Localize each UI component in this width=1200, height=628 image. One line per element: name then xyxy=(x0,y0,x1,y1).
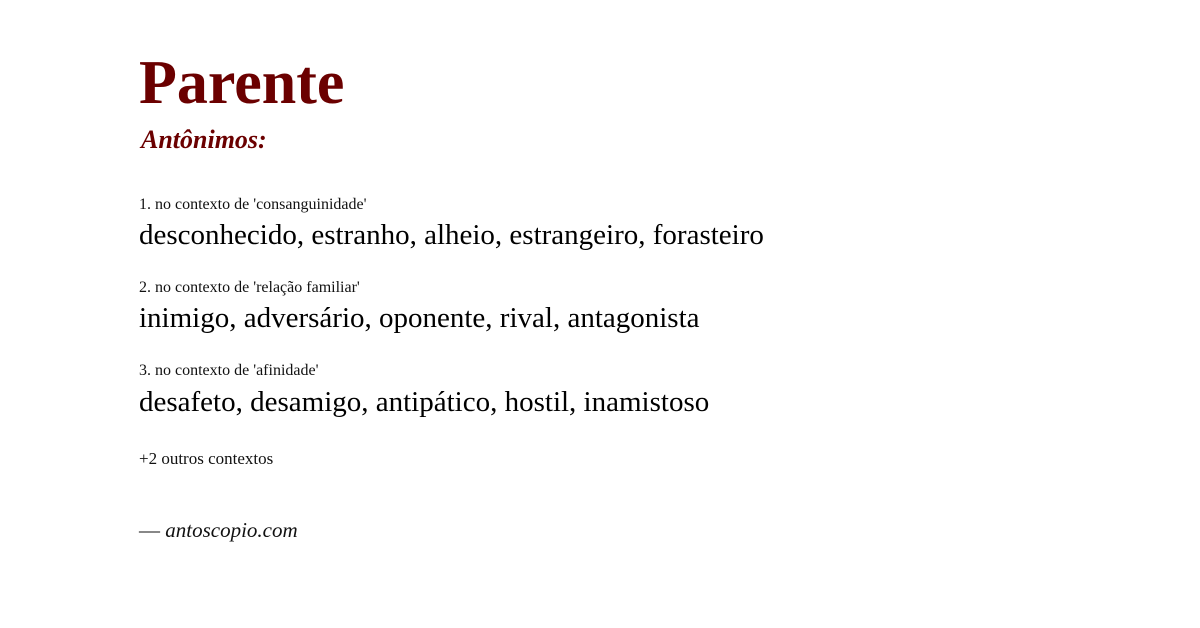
em-dash: — xyxy=(139,517,160,542)
sense-words: inimigo, adversário, oponente, rival, antagonista xyxy=(139,302,700,335)
source-name: antoscopio.com xyxy=(165,517,298,542)
sense-context: 1. no contexto de 'consanguinidade' xyxy=(139,195,367,213)
sense-context: 3. no contexto de 'afinidade' xyxy=(139,362,319,380)
more-contexts-link[interactable]: +2 outros contextos xyxy=(139,448,274,468)
section-subtitle: Antônimos: xyxy=(141,125,267,154)
sense-words: desconhecido, estranho, alheio, estrangeiro, forasteiro xyxy=(139,218,764,251)
source-attribution xyxy=(139,518,1120,543)
sense-context: 2. no contexto de 'relação familiar' xyxy=(139,279,360,297)
page-title: Parente xyxy=(139,49,345,117)
list-item xyxy=(139,361,1120,419)
sense-list xyxy=(139,195,1120,420)
list-item xyxy=(139,195,1120,253)
sense-words: desafeto, desamigo, antipático, hostil, inamistoso xyxy=(139,385,710,418)
list-item xyxy=(139,278,1120,336)
